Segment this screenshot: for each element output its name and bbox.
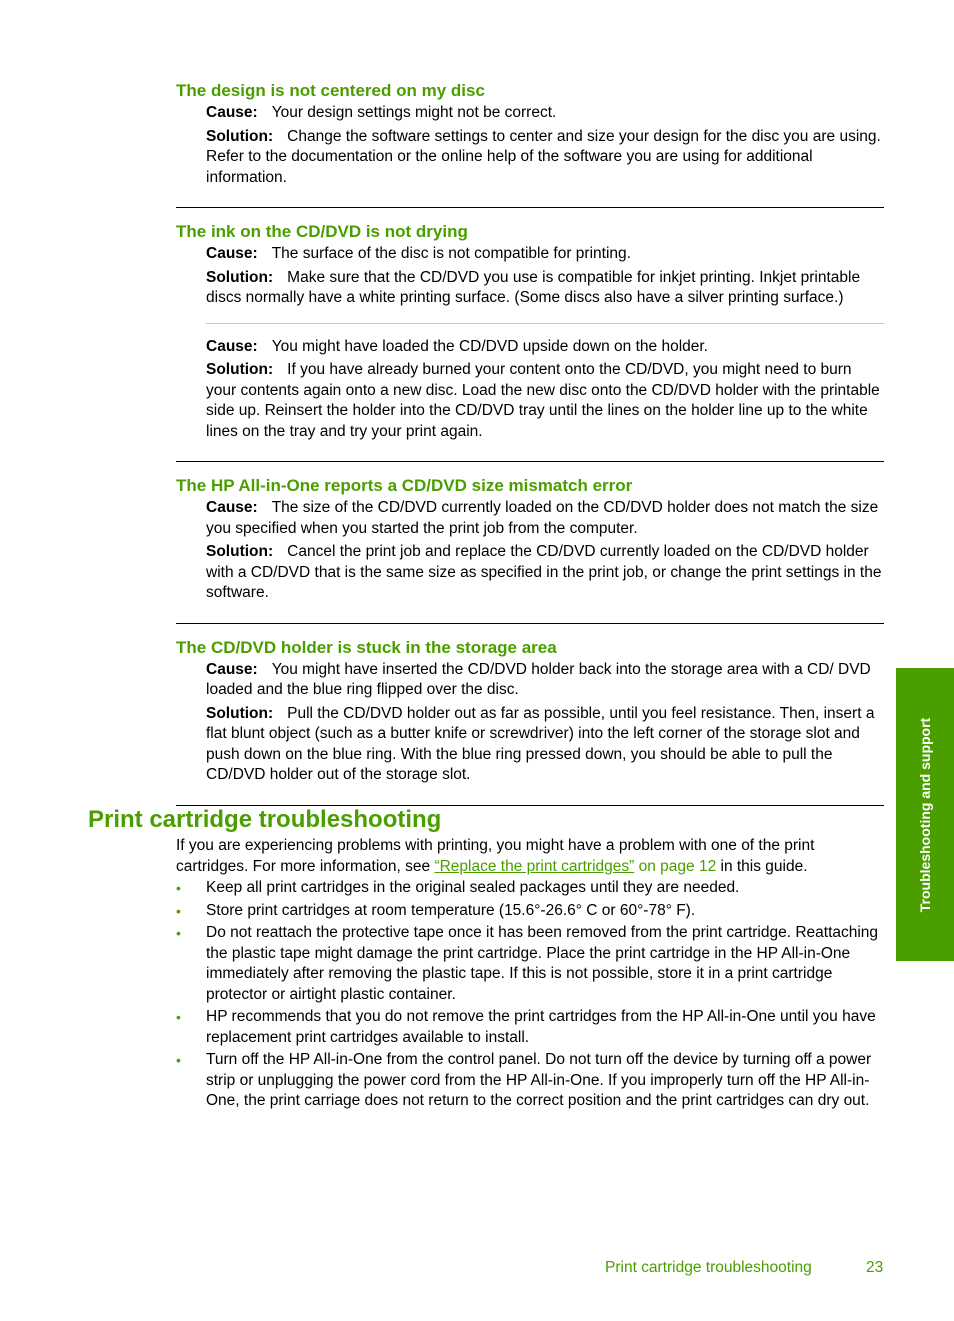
bullet-icon: •: [176, 902, 181, 919]
intro-text-end: in this guide.: [716, 858, 808, 875]
intro-paragraph: [176, 835, 884, 877]
bullet-icon: •: [176, 925, 181, 941]
list-item-text: Keep all print cartridges in the original sealed packages until they are needed.: [206, 879, 740, 896]
solution-label: Solution:: [206, 268, 274, 286]
cause-paragraph: [206, 660, 884, 701]
list-item-text: Store print cartridges at room temperature (15.6°-26.6° C or 60°-78° F).: [206, 901, 696, 919]
solution-label: Solution:: [206, 361, 274, 378]
section-size-mismatch: [176, 476, 884, 624]
cause-label: Cause:: [206, 104, 258, 121]
list-item: [176, 1050, 884, 1112]
list-item-text: Turn off the HP All-in-One from the control panel. Do not turn off the device by turning off a power strip or unplugging the power cord from the HP All-in-One. If you improperly turn off the HP All-in-One, the print carriage does not return to the correct position and the print cartridges can dry out.: [206, 1051, 872, 1109]
section-heading: The design is not centered on my disc: [176, 81, 485, 100]
solution-label: Solution:: [206, 127, 274, 145]
solution-text: If you have already burned your content onto the CD/DVD, you might need to burn your contents again onto a new disc. Load the new disc onto the CD/DVD holder with the printable side up. Reinsert the holder into the CD/DVD tray until the lines on the holder line up to the white lines on the tray and try your print again.: [206, 361, 880, 440]
page-title: Print cartridge troubleshooting: [88, 806, 442, 833]
cause-label: Cause:: [206, 337, 258, 355]
solution-label: Solution:: [206, 543, 274, 560]
cause-label: Cause:: [206, 245, 258, 262]
cause-paragraph: [206, 337, 884, 358]
replace-cartridges-link[interactable]: “Replace the print cartridges”: [434, 858, 635, 875]
list-item: [176, 878, 884, 899]
cartridge-tips-list: [176, 878, 884, 1114]
bullet-icon: •: [176, 1052, 181, 1068]
bullet-icon: •: [176, 880, 181, 896]
cause-label: Cause:: [206, 499, 258, 516]
solution-paragraph: [206, 542, 884, 604]
cause-label: Cause:: [206, 660, 258, 678]
intro-text: If you are experiencing problems with printing, you might have a problem with one of the print cartridges. For more information, see: [176, 837, 815, 875]
list-item-text: HP recommends that you do not remove the print cartridges from the HP All-in-One until you have replacement print cartridges available to install.: [206, 1008, 876, 1046]
cause-text: The surface of the disc is not compatible for printing.: [271, 245, 631, 262]
cause-paragraph: [206, 103, 884, 124]
solution-paragraph: [206, 704, 884, 786]
solution-text: Make sure that the CD/DVD you use is compatible for inkjet printing. Inkjet printable discs normally have a white printing surface. (Some discs also have a silver printing surface.): [206, 268, 861, 306]
list-item: [176, 901, 884, 922]
section-holder-stuck: [176, 638, 884, 806]
solution-text: Pull the CD/DVD holder out as far as possible, until you feel resistance. Then, insert a flat blunt object (such as a butter knife or screwdriver) into the left corner of the storage slot and push down on the blue ring. With the blue ring pressed down, you should be able to pull the CD/DVD holder out of the storage slot.: [206, 704, 875, 783]
cause-paragraph: [206, 244, 884, 265]
solution-text: Change the software settings to center and size your design for the disc you are using. Refer to the documentation or the online help of the software you are using for additional information.: [206, 127, 881, 186]
footer-section-label: Print cartridge troubleshooting: [605, 1259, 812, 1276]
footer-page-number: 23: [866, 1259, 884, 1276]
page-reference: on page 12: [634, 858, 717, 875]
section-heading: The ink on the CD/DVD is not drying: [176, 222, 468, 241]
solution-paragraph: [206, 127, 884, 189]
troubleshooting-sections: [176, 81, 884, 806]
section-heading: The HP All-in-One reports a CD/DVD size mismatch error: [176, 476, 633, 495]
cause-text: The size of the CD/DVD currently loaded on the CD/DVD holder does not match the size you specified when you started the print job from the computer.: [206, 499, 879, 537]
list-item: [176, 923, 884, 1005]
solution-paragraph: [206, 268, 884, 309]
cause-text: You might have loaded the CD/DVD upside down on the holder.: [271, 337, 708, 355]
section-design-not-centered: [176, 81, 884, 208]
cause-divider: [206, 323, 884, 324]
cause-text: You might have inserted the CD/DVD holder back into the storage area with a CD/ DVD loaded and the blue ring flipped over the disc.: [206, 660, 871, 698]
list-item-text: Do not reattach the protective tape once it has been removed from the print cartridge. Reattaching the plastic tape might damage the print cartridge. Place the print cartridge in the HP All-in-One immediately after removing the plastic tape. If this is not possible, store it in a print cartridge protector or airtight plastic container.: [206, 924, 879, 1003]
solution-paragraph: [206, 360, 884, 442]
solution-text: Cancel the print job and replace the CD/DVD currently loaded on the CD/DVD holder with a CD/DVD that is the same size as specified in the print job, or change the print settings in the software.: [206, 543, 882, 601]
section-ink-not-drying: [176, 222, 884, 462]
chapter-side-tab: [896, 668, 954, 961]
solution-label: Solution:: [206, 704, 274, 722]
list-item: [176, 1007, 884, 1048]
cause-paragraph: [206, 498, 884, 539]
chapter-side-tab-label: Troubleshooting and support: [917, 717, 933, 912]
section-heading: The CD/DVD holder is stuck in the storage area: [176, 637, 557, 657]
cause-text: Your design settings might not be correct.: [271, 104, 557, 121]
bullet-icon: •: [176, 1009, 181, 1025]
